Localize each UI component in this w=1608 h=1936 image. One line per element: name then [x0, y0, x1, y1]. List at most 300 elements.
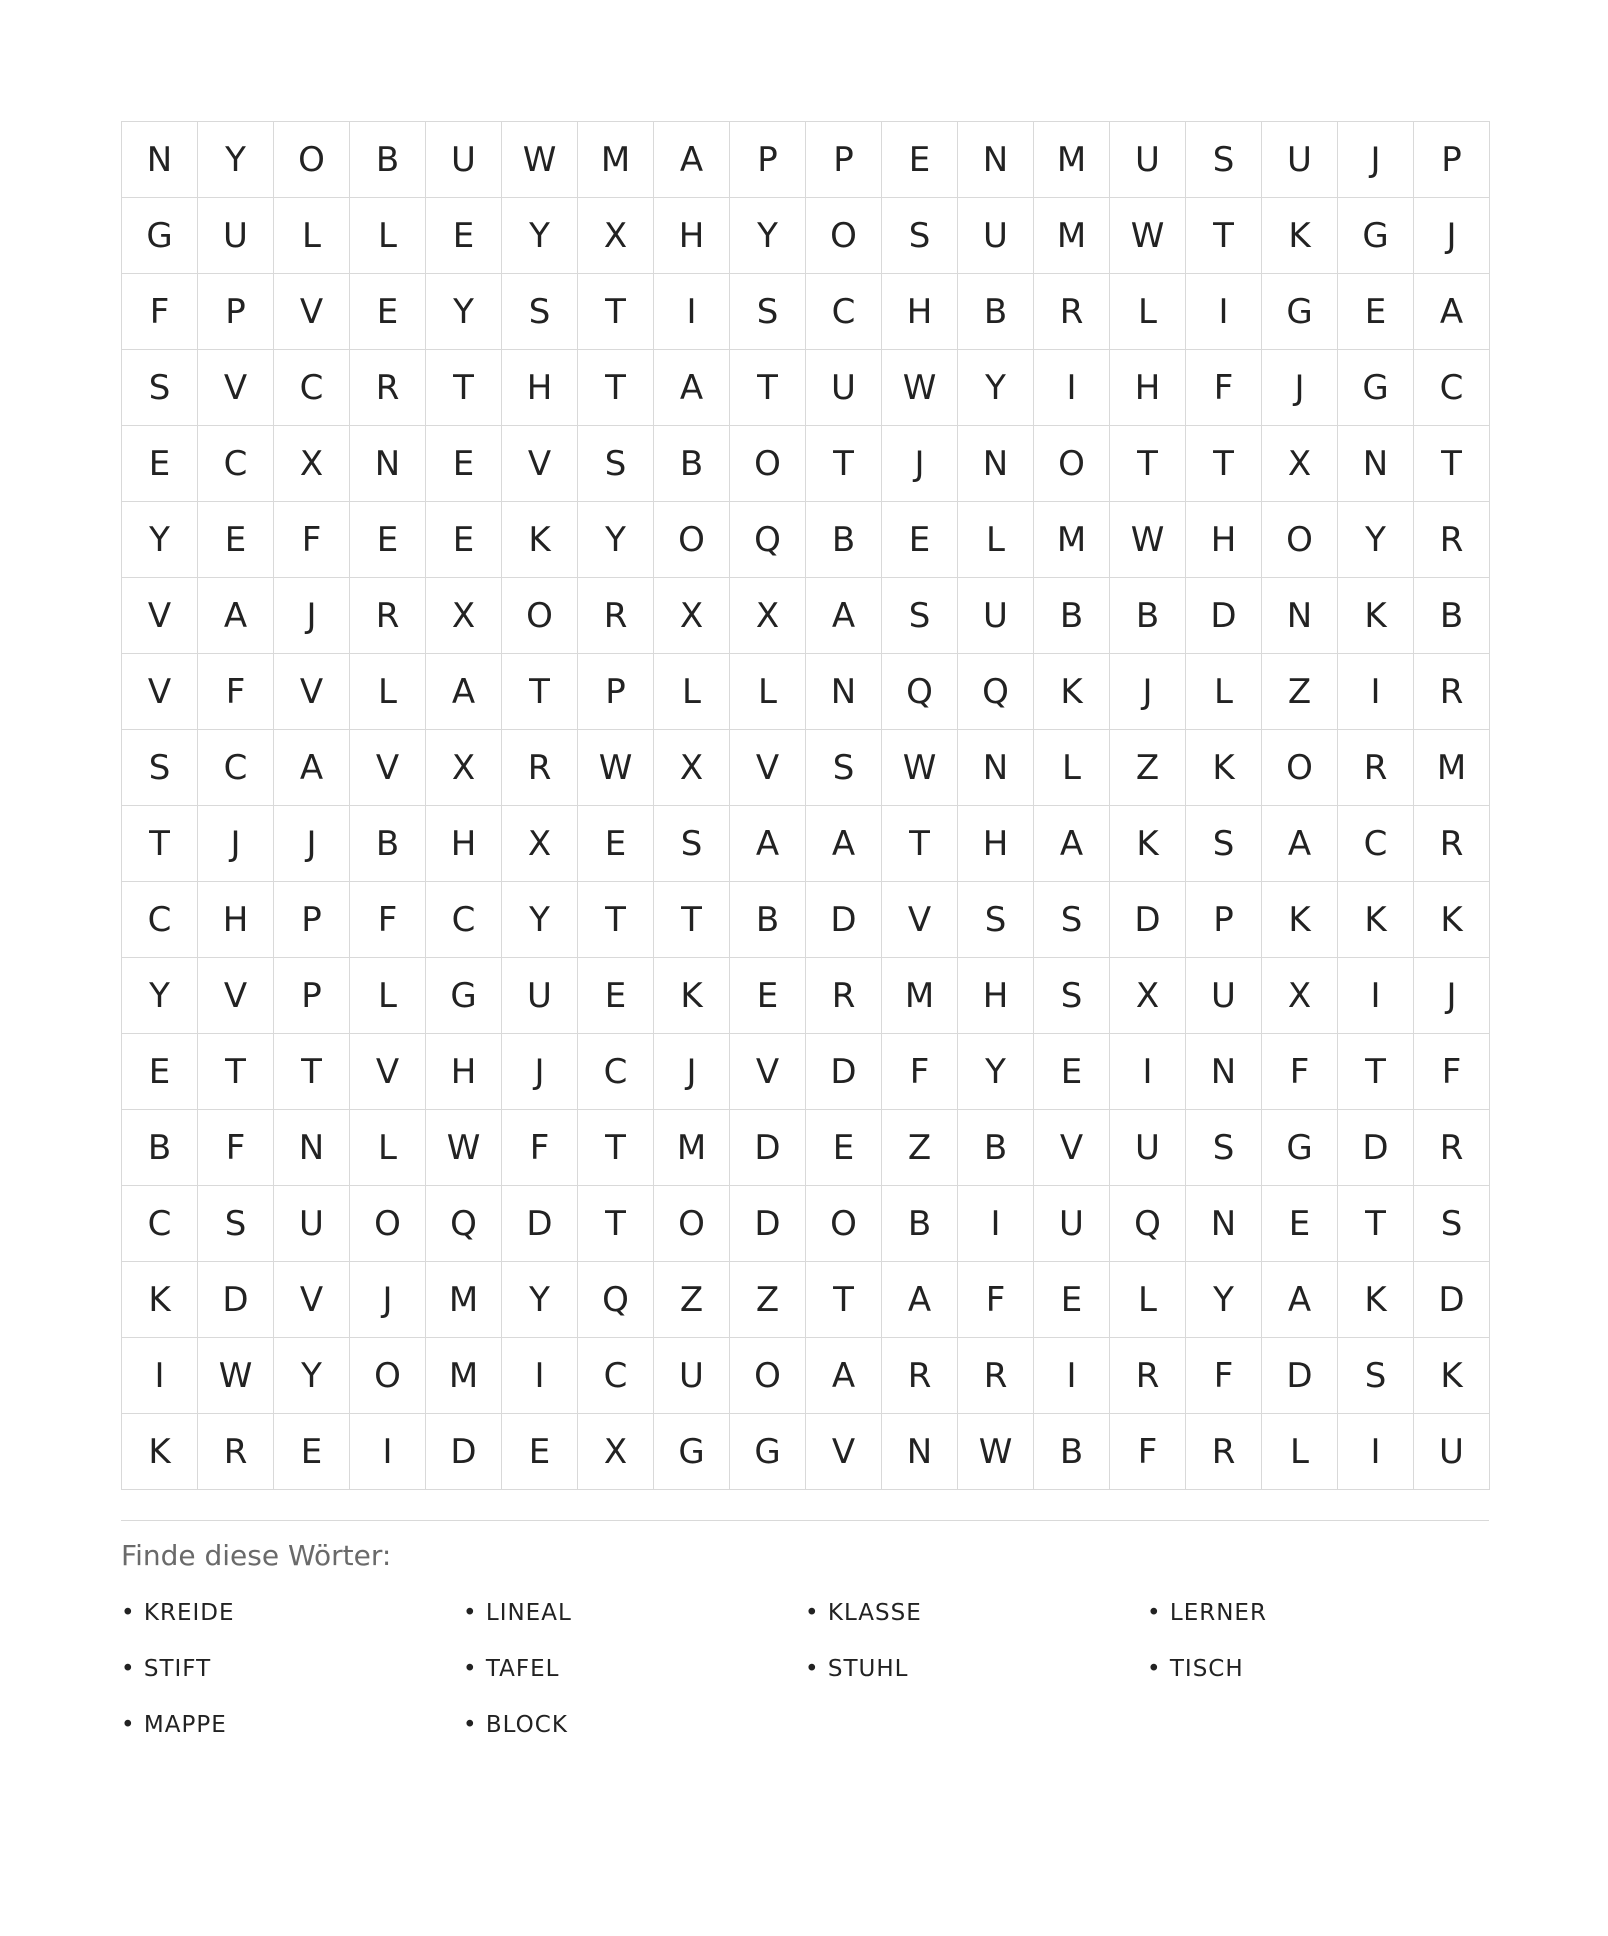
grid-cell[interactable]: O	[730, 1338, 806, 1414]
grid-cell[interactable]: H	[958, 806, 1034, 882]
grid-cell[interactable]: T	[1414, 426, 1490, 502]
grid-cell[interactable]: R	[882, 1338, 958, 1414]
grid-cell[interactable]: S	[654, 806, 730, 882]
grid-cell[interactable]: H	[882, 274, 958, 350]
grid-cell[interactable]: H	[198, 882, 274, 958]
grid-cell[interactable]: O	[350, 1338, 426, 1414]
grid-cell[interactable]: A	[806, 806, 882, 882]
grid-cell[interactable]: E	[1262, 1186, 1338, 1262]
grid-cell[interactable]: T	[654, 882, 730, 958]
grid-cell[interactable]: R	[1414, 806, 1490, 882]
grid-cell[interactable]: X	[426, 730, 502, 806]
grid-cell[interactable]: G	[426, 958, 502, 1034]
grid-cell[interactable]: F	[1414, 1034, 1490, 1110]
grid-cell[interactable]: E	[426, 198, 502, 274]
grid-cell[interactable]: S	[730, 274, 806, 350]
grid-cell[interactable]: W	[1110, 502, 1186, 578]
grid-cell[interactable]: T	[578, 274, 654, 350]
grid-cell[interactable]: V	[730, 730, 806, 806]
grid-cell[interactable]: W	[958, 1414, 1034, 1490]
grid-cell[interactable]: V	[274, 1262, 350, 1338]
grid-cell[interactable]: Y	[274, 1338, 350, 1414]
grid-cell[interactable]: O	[502, 578, 578, 654]
grid-cell[interactable]: T	[1110, 426, 1186, 502]
grid-cell[interactable]: I	[1110, 1034, 1186, 1110]
grid-cell[interactable]: H	[654, 198, 730, 274]
grid-cell[interactable]: D	[806, 1034, 882, 1110]
grid-cell[interactable]: T	[882, 806, 958, 882]
grid-cell[interactable]: R	[958, 1338, 1034, 1414]
grid-cell[interactable]: G	[1262, 1110, 1338, 1186]
grid-cell[interactable]: D	[1414, 1262, 1490, 1338]
grid-cell[interactable]: S	[1414, 1186, 1490, 1262]
grid-cell[interactable]: C	[198, 426, 274, 502]
grid-cell[interactable]: W	[578, 730, 654, 806]
grid-cell[interactable]: N	[958, 122, 1034, 198]
grid-cell[interactable]: R	[350, 350, 426, 426]
grid-cell[interactable]: Y	[502, 1262, 578, 1338]
grid-cell[interactable]: Y	[958, 350, 1034, 426]
grid-cell[interactable]: T	[122, 806, 198, 882]
grid-cell[interactable]: I	[958, 1186, 1034, 1262]
grid-cell[interactable]: K	[1262, 882, 1338, 958]
grid-cell[interactable]: L	[1110, 1262, 1186, 1338]
grid-cell[interactable]: P	[730, 122, 806, 198]
grid-cell[interactable]: V	[350, 730, 426, 806]
grid-cell[interactable]: Y	[578, 502, 654, 578]
grid-cell[interactable]: T	[730, 350, 806, 426]
grid-cell[interactable]: S	[1338, 1338, 1414, 1414]
grid-cell[interactable]: U	[198, 198, 274, 274]
grid-cell[interactable]: O	[654, 1186, 730, 1262]
grid-cell[interactable]: F	[1186, 1338, 1262, 1414]
grid-cell[interactable]: X	[502, 806, 578, 882]
grid-cell[interactable]: E	[426, 426, 502, 502]
grid-cell[interactable]: C	[198, 730, 274, 806]
grid-cell[interactable]: L	[350, 654, 426, 730]
grid-cell[interactable]: J	[1414, 198, 1490, 274]
grid-cell[interactable]: S	[958, 882, 1034, 958]
grid-cell[interactable]: V	[882, 882, 958, 958]
grid-cell[interactable]: C	[122, 1186, 198, 1262]
grid-cell[interactable]: E	[1338, 274, 1414, 350]
grid-cell[interactable]: J	[274, 806, 350, 882]
grid-cell[interactable]: R	[806, 958, 882, 1034]
grid-cell[interactable]: C	[578, 1338, 654, 1414]
grid-cell[interactable]: I	[1338, 958, 1414, 1034]
grid-cell[interactable]: J	[654, 1034, 730, 1110]
grid-cell[interactable]: S	[1034, 882, 1110, 958]
grid-cell[interactable]: I	[654, 274, 730, 350]
grid-cell[interactable]: E	[806, 1110, 882, 1186]
grid-cell[interactable]: W	[882, 730, 958, 806]
grid-cell[interactable]: C	[426, 882, 502, 958]
grid-cell[interactable]: T	[198, 1034, 274, 1110]
grid-cell[interactable]: L	[1186, 654, 1262, 730]
grid-cell[interactable]: J	[1414, 958, 1490, 1034]
grid-cell[interactable]: E	[578, 806, 654, 882]
grid-cell[interactable]: V	[730, 1034, 806, 1110]
grid-cell[interactable]: A	[198, 578, 274, 654]
grid-cell[interactable]: S	[1034, 958, 1110, 1034]
grid-cell[interactable]: H	[502, 350, 578, 426]
grid-cell[interactable]: P	[578, 654, 654, 730]
grid-cell[interactable]: X	[274, 426, 350, 502]
grid-cell[interactable]: N	[1186, 1186, 1262, 1262]
grid-cell[interactable]: Y	[502, 882, 578, 958]
grid-cell[interactable]: C	[274, 350, 350, 426]
grid-cell[interactable]: W	[426, 1110, 502, 1186]
grid-cell[interactable]: X	[654, 578, 730, 654]
grid-cell[interactable]: F	[198, 1110, 274, 1186]
grid-cell[interactable]: K	[1338, 1262, 1414, 1338]
grid-cell[interactable]: S	[806, 730, 882, 806]
grid-cell[interactable]: M	[1034, 198, 1110, 274]
grid-cell[interactable]: M	[426, 1338, 502, 1414]
grid-cell[interactable]: T	[578, 1186, 654, 1262]
grid-cell[interactable]: D	[426, 1414, 502, 1490]
grid-cell[interactable]: E	[502, 1414, 578, 1490]
grid-cell[interactable]: F	[958, 1262, 1034, 1338]
grid-cell[interactable]: P	[1186, 882, 1262, 958]
grid-cell[interactable]: R	[1414, 1110, 1490, 1186]
grid-cell[interactable]: J	[198, 806, 274, 882]
grid-cell[interactable]: A	[1262, 1262, 1338, 1338]
grid-cell[interactable]: M	[426, 1262, 502, 1338]
grid-cell[interactable]: L	[1262, 1414, 1338, 1490]
grid-cell[interactable]: C	[806, 274, 882, 350]
grid-cell[interactable]: D	[1110, 882, 1186, 958]
grid-cell[interactable]: V	[198, 958, 274, 1034]
grid-cell[interactable]: G	[122, 198, 198, 274]
grid-cell[interactable]: H	[958, 958, 1034, 1034]
grid-cell[interactable]: E	[350, 502, 426, 578]
grid-cell[interactable]: Y	[730, 198, 806, 274]
grid-cell[interactable]: H	[426, 1034, 502, 1110]
grid-cell[interactable]: E	[1034, 1262, 1110, 1338]
grid-cell[interactable]: U	[274, 1186, 350, 1262]
grid-cell[interactable]: Q	[1110, 1186, 1186, 1262]
grid-cell[interactable]: Q	[426, 1186, 502, 1262]
grid-cell[interactable]: S	[122, 730, 198, 806]
grid-cell[interactable]: V	[350, 1034, 426, 1110]
grid-cell[interactable]: T	[578, 882, 654, 958]
grid-cell[interactable]: G	[1338, 198, 1414, 274]
grid-cell[interactable]: B	[350, 122, 426, 198]
grid-cell[interactable]: U	[806, 350, 882, 426]
grid-cell[interactable]: O	[1034, 426, 1110, 502]
grid-cell[interactable]: U	[1110, 1110, 1186, 1186]
grid-cell[interactable]: V	[122, 654, 198, 730]
grid-cell[interactable]: A	[806, 578, 882, 654]
grid-cell[interactable]: B	[958, 274, 1034, 350]
grid-cell[interactable]: O	[1262, 730, 1338, 806]
grid-cell[interactable]: U	[1186, 958, 1262, 1034]
grid-cell[interactable]: S	[882, 578, 958, 654]
grid-cell[interactable]: I	[350, 1414, 426, 1490]
grid-cell[interactable]: A	[1262, 806, 1338, 882]
grid-cell[interactable]: B	[730, 882, 806, 958]
grid-cell[interactable]: X	[654, 730, 730, 806]
grid-cell[interactable]: K	[1034, 654, 1110, 730]
grid-cell[interactable]: M	[654, 1110, 730, 1186]
grid-cell[interactable]: O	[806, 1186, 882, 1262]
grid-cell[interactable]: K	[1186, 730, 1262, 806]
grid-cell[interactable]: L	[730, 654, 806, 730]
grid-cell[interactable]: D	[1262, 1338, 1338, 1414]
grid-cell[interactable]: R	[1034, 274, 1110, 350]
grid-cell[interactable]: F	[122, 274, 198, 350]
grid-cell[interactable]: B	[1110, 578, 1186, 654]
grid-cell[interactable]: U	[1110, 122, 1186, 198]
grid-cell[interactable]: T	[1338, 1034, 1414, 1110]
grid-cell[interactable]: N	[1338, 426, 1414, 502]
grid-cell[interactable]: P	[806, 122, 882, 198]
grid-cell[interactable]: N	[882, 1414, 958, 1490]
grid-cell[interactable]: S	[578, 426, 654, 502]
grid-cell[interactable]: Y	[1186, 1262, 1262, 1338]
grid-cell[interactable]: D	[730, 1186, 806, 1262]
grid-cell[interactable]: U	[426, 122, 502, 198]
grid-cell[interactable]: N	[122, 122, 198, 198]
grid-cell[interactable]: K	[122, 1414, 198, 1490]
grid-cell[interactable]: U	[502, 958, 578, 1034]
grid-cell[interactable]: I	[502, 1338, 578, 1414]
grid-cell[interactable]: R	[1186, 1414, 1262, 1490]
grid-cell[interactable]: G	[1262, 274, 1338, 350]
grid-cell[interactable]: X	[1110, 958, 1186, 1034]
grid-cell[interactable]: T	[274, 1034, 350, 1110]
grid-cell[interactable]: B	[882, 1186, 958, 1262]
grid-cell[interactable]: B	[1414, 578, 1490, 654]
grid-cell[interactable]: D	[1186, 578, 1262, 654]
grid-cell[interactable]: K	[1414, 882, 1490, 958]
grid-cell[interactable]: N	[806, 654, 882, 730]
grid-cell[interactable]: K	[654, 958, 730, 1034]
grid-cell[interactable]: C	[1338, 806, 1414, 882]
grid-cell[interactable]: V	[274, 274, 350, 350]
grid-cell[interactable]: P	[1414, 122, 1490, 198]
grid-cell[interactable]: Q	[882, 654, 958, 730]
grid-cell[interactable]: J	[350, 1262, 426, 1338]
grid-cell[interactable]: K	[1262, 198, 1338, 274]
grid-cell[interactable]: D	[1338, 1110, 1414, 1186]
grid-cell[interactable]: E	[1034, 1034, 1110, 1110]
grid-cell[interactable]: Z	[1110, 730, 1186, 806]
grid-cell[interactable]: F	[882, 1034, 958, 1110]
grid-cell[interactable]: C	[122, 882, 198, 958]
grid-cell[interactable]: L	[958, 502, 1034, 578]
grid-cell[interactable]: T	[1186, 198, 1262, 274]
grid-cell[interactable]: I	[1034, 350, 1110, 426]
grid-cell[interactable]: W	[198, 1338, 274, 1414]
grid-cell[interactable]: R	[1414, 502, 1490, 578]
grid-cell[interactable]: L	[274, 198, 350, 274]
grid-cell[interactable]: R	[578, 578, 654, 654]
grid-cell[interactable]: Q	[730, 502, 806, 578]
grid-cell[interactable]: D	[730, 1110, 806, 1186]
grid-cell[interactable]: V	[806, 1414, 882, 1490]
grid-cell[interactable]: B	[122, 1110, 198, 1186]
grid-cell[interactable]: K	[502, 502, 578, 578]
grid-cell[interactable]: G	[654, 1414, 730, 1490]
grid-cell[interactable]: W	[882, 350, 958, 426]
grid-cell[interactable]: L	[654, 654, 730, 730]
grid-cell[interactable]: Y	[122, 958, 198, 1034]
grid-cell[interactable]: O	[1262, 502, 1338, 578]
grid-cell[interactable]: F	[1110, 1414, 1186, 1490]
grid-cell[interactable]: T	[806, 426, 882, 502]
grid-cell[interactable]: S	[502, 274, 578, 350]
grid-cell[interactable]: Y	[502, 198, 578, 274]
grid-cell[interactable]: X	[578, 198, 654, 274]
grid-cell[interactable]: T	[578, 1110, 654, 1186]
grid-cell[interactable]: Q	[578, 1262, 654, 1338]
grid-cell[interactable]: E	[274, 1414, 350, 1490]
grid-cell[interactable]: V	[198, 350, 274, 426]
grid-cell[interactable]: M	[1414, 730, 1490, 806]
grid-cell[interactable]: E	[730, 958, 806, 1034]
grid-cell[interactable]: Q	[958, 654, 1034, 730]
grid-cell[interactable]: Y	[958, 1034, 1034, 1110]
grid-cell[interactable]: A	[882, 1262, 958, 1338]
grid-cell[interactable]: K	[1414, 1338, 1490, 1414]
grid-cell[interactable]: F	[1262, 1034, 1338, 1110]
grid-cell[interactable]: O	[274, 122, 350, 198]
grid-cell[interactable]: A	[806, 1338, 882, 1414]
grid-cell[interactable]: D	[198, 1262, 274, 1338]
grid-cell[interactable]: U	[958, 198, 1034, 274]
grid-cell[interactable]: K	[122, 1262, 198, 1338]
grid-cell[interactable]: N	[274, 1110, 350, 1186]
grid-cell[interactable]: L	[350, 1110, 426, 1186]
grid-cell[interactable]: P	[274, 882, 350, 958]
grid-cell[interactable]: I	[122, 1338, 198, 1414]
grid-cell[interactable]: C	[1414, 350, 1490, 426]
grid-cell[interactable]: J	[1338, 122, 1414, 198]
grid-cell[interactable]: X	[730, 578, 806, 654]
grid-cell[interactable]: A	[654, 122, 730, 198]
grid-cell[interactable]: C	[578, 1034, 654, 1110]
grid-cell[interactable]: E	[882, 502, 958, 578]
grid-cell[interactable]: S	[882, 198, 958, 274]
grid-cell[interactable]: W	[502, 122, 578, 198]
grid-cell[interactable]: A	[1034, 806, 1110, 882]
grid-cell[interactable]: O	[350, 1186, 426, 1262]
grid-cell[interactable]: Y	[1338, 502, 1414, 578]
grid-cell[interactable]: T	[1186, 426, 1262, 502]
grid-cell[interactable]: E	[122, 1034, 198, 1110]
grid-cell[interactable]: I	[1338, 1414, 1414, 1490]
grid-cell[interactable]: I	[1034, 1338, 1110, 1414]
grid-cell[interactable]: W	[1110, 198, 1186, 274]
grid-cell[interactable]: S	[122, 350, 198, 426]
grid-cell[interactable]: U	[654, 1338, 730, 1414]
grid-cell[interactable]: M	[1034, 122, 1110, 198]
grid-cell[interactable]: L	[350, 198, 426, 274]
grid-cell[interactable]: P	[198, 274, 274, 350]
grid-cell[interactable]: S	[1186, 806, 1262, 882]
grid-cell[interactable]: E	[578, 958, 654, 1034]
grid-cell[interactable]: P	[274, 958, 350, 1034]
grid-cell[interactable]: B	[1034, 578, 1110, 654]
grid-cell[interactable]: Y	[426, 274, 502, 350]
grid-cell[interactable]: R	[502, 730, 578, 806]
grid-cell[interactable]: N	[350, 426, 426, 502]
grid-cell[interactable]: F	[350, 882, 426, 958]
grid-cell[interactable]: I	[1338, 654, 1414, 730]
grid-cell[interactable]: M	[1034, 502, 1110, 578]
grid-cell[interactable]: F	[502, 1110, 578, 1186]
grid-cell[interactable]: R	[198, 1414, 274, 1490]
grid-cell[interactable]: G	[730, 1414, 806, 1490]
grid-cell[interactable]: E	[198, 502, 274, 578]
grid-cell[interactable]: L	[1110, 274, 1186, 350]
grid-cell[interactable]: X	[578, 1414, 654, 1490]
grid-cell[interactable]: V	[502, 426, 578, 502]
grid-cell[interactable]: U	[1262, 122, 1338, 198]
grid-cell[interactable]: E	[122, 426, 198, 502]
grid-cell[interactable]: S	[198, 1186, 274, 1262]
grid-cell[interactable]: F	[198, 654, 274, 730]
grid-cell[interactable]: T	[502, 654, 578, 730]
grid-cell[interactable]: D	[806, 882, 882, 958]
grid-cell[interactable]: N	[958, 426, 1034, 502]
grid-cell[interactable]: S	[1186, 122, 1262, 198]
grid-cell[interactable]: T	[426, 350, 502, 426]
grid-cell[interactable]: F	[274, 502, 350, 578]
grid-cell[interactable]: L	[1034, 730, 1110, 806]
grid-cell[interactable]: M	[882, 958, 958, 1034]
grid-cell[interactable]: T	[806, 1262, 882, 1338]
grid-cell[interactable]: E	[350, 274, 426, 350]
grid-cell[interactable]: R	[350, 578, 426, 654]
grid-cell[interactable]: X	[1262, 426, 1338, 502]
grid-cell[interactable]: Z	[654, 1262, 730, 1338]
grid-cell[interactable]: A	[426, 654, 502, 730]
grid-cell[interactable]: S	[1186, 1110, 1262, 1186]
grid-cell[interactable]: J	[1262, 350, 1338, 426]
grid-cell[interactable]: N	[1186, 1034, 1262, 1110]
grid-cell[interactable]: V	[122, 578, 198, 654]
grid-cell[interactable]: A	[274, 730, 350, 806]
grid-cell[interactable]: N	[1262, 578, 1338, 654]
grid-cell[interactable]: O	[806, 198, 882, 274]
grid-cell[interactable]: X	[1262, 958, 1338, 1034]
grid-cell[interactable]: I	[1186, 274, 1262, 350]
grid-cell[interactable]: J	[502, 1034, 578, 1110]
grid-cell[interactable]: B	[1034, 1414, 1110, 1490]
grid-cell[interactable]: U	[1414, 1414, 1490, 1490]
grid-cell[interactable]: G	[1338, 350, 1414, 426]
grid-cell[interactable]: Z	[730, 1262, 806, 1338]
grid-cell[interactable]: J	[882, 426, 958, 502]
grid-cell[interactable]: M	[578, 122, 654, 198]
grid-cell[interactable]: R	[1414, 654, 1490, 730]
grid-cell[interactable]: B	[958, 1110, 1034, 1186]
grid-cell[interactable]: K	[1338, 578, 1414, 654]
grid-cell[interactable]: A	[1414, 274, 1490, 350]
grid-cell[interactable]: T	[578, 350, 654, 426]
grid-cell[interactable]: V	[274, 654, 350, 730]
grid-cell[interactable]: J	[274, 578, 350, 654]
grid-cell[interactable]: Y	[122, 502, 198, 578]
grid-cell[interactable]: Z	[882, 1110, 958, 1186]
grid-cell[interactable]: O	[654, 502, 730, 578]
grid-cell[interactable]: E	[882, 122, 958, 198]
grid-cell[interactable]: K	[1110, 806, 1186, 882]
grid-cell[interactable]: U	[1034, 1186, 1110, 1262]
